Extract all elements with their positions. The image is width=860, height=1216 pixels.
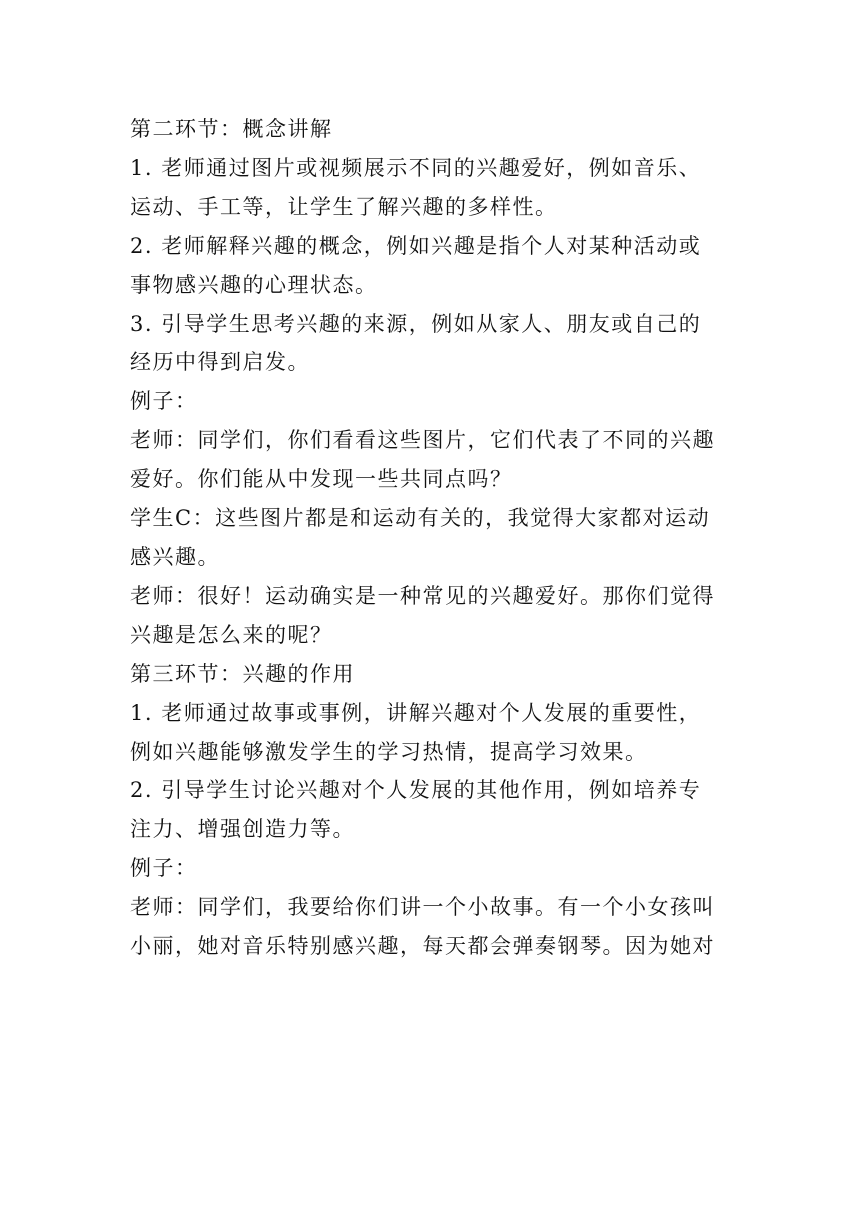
- example-label: 例子：: [130, 856, 198, 881]
- text-line: 运动、手工等，让学生了解兴趣的多样性。: [130, 194, 558, 219]
- text-line: 经历中得到启发。: [130, 350, 310, 375]
- text-line: 例如兴趣能够激发学生的学习热情，提高学习效果。: [130, 739, 648, 764]
- text-line: 3. 引导学生思考兴趣的来源，例如从家人、朋友或自己的: [130, 311, 702, 336]
- text-line: 2. 老师解释兴趣的概念，例如兴趣是指个人对某种活动或: [130, 233, 702, 258]
- dialogue-line: 老师：很好！运动确实是一种常见的兴趣爱好。那你们觉得: [130, 583, 715, 608]
- text-line: 注力、增强创造力等。: [130, 817, 355, 842]
- dialogue-line: 感兴趣。: [130, 544, 220, 569]
- section-heading-2: 第二环节：概念讲解: [130, 117, 333, 141]
- dialogue-line: 老师：同学们，我要给你们讲一个小故事。有一个小女孩叫: [130, 895, 715, 920]
- dialogue-line: 兴趣是怎么来的呢？: [130, 622, 333, 647]
- example-label: 例子：: [130, 389, 198, 414]
- text-line: 1. 老师通过故事或事例，讲解兴趣对个人发展的重要性，: [130, 700, 702, 725]
- dialogue-line: 老师：同学们，你们看看这些图片，它们代表了不同的兴趣: [130, 428, 715, 453]
- document-body: [130, 110, 736, 966]
- dialogue-line: 学生C：这些图片都是和运动有关的，我觉得大家都对运动: [130, 506, 711, 531]
- dialogue-line: 爱好。你们能从中发现一些共同点吗？: [130, 467, 513, 492]
- dialogue-line: 小丽，她对音乐特别感兴趣，每天都会弹奏钢琴。因为她对: [130, 934, 715, 959]
- section-heading-3: 第三环节：兴趣的作用: [130, 661, 355, 686]
- text-line: 事物感兴趣的心理状态。: [130, 272, 378, 297]
- text-line: 2. 引导学生讨论兴趣对个人发展的其他作用，例如培养专: [130, 778, 702, 803]
- text-line: 1. 老师通过图片或视频展示不同的兴趣爱好，例如音乐、: [130, 155, 702, 180]
